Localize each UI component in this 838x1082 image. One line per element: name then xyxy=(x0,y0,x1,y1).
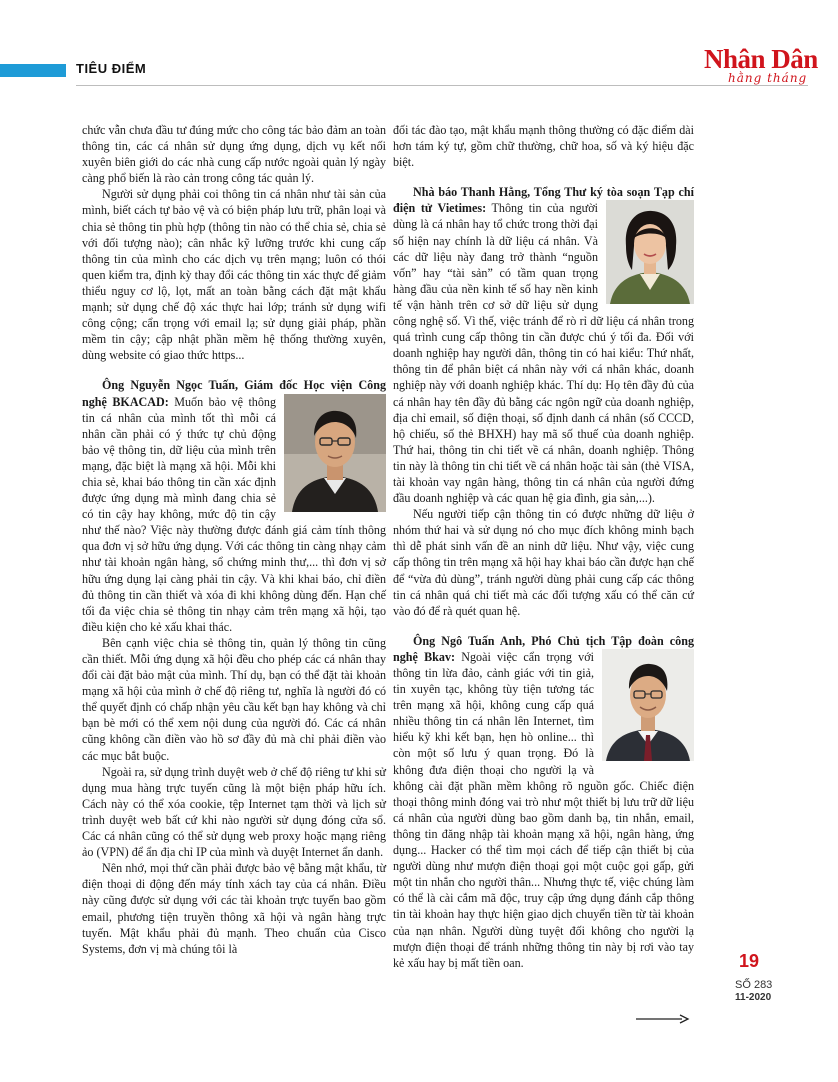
article-column-right xyxy=(393,122,694,971)
paragraph-interview xyxy=(393,184,694,506)
speaker-name: Ông Ngô Tuấn Anh, Phó Chủ tịch Tập đoàn công nghệ Bkav: xyxy=(393,633,694,664)
paragraph: Bên cạnh việc chia sẻ thông tin, quản lý thông tin cũng cần thiết. Mỗi ứng dụng xã hội đều cho phép các cá nhân thay đổi cài đặt bảo mật của mình. Thí dụ, bạn có thể đặt tài khoản mạng xã hội của mình ở chế độ riêng tư, nghĩa là người đó có thể quyết định có chấp nhận yêu cầu kết bạn hay không và chỉ bạn bè mới có thể xem nội dung của người đó. Các cá nhân cũng không cần điền vào hồ sơ đầy đủ mà chỉ phải điền vào các mục bắt buộc. xyxy=(82,635,386,763)
paragraph: Ngoài ra, sử dụng trình duyệt web ở chế độ riêng tư khi sử dụng mua hàng trực tuyến cũng là một biện pháp hữu ích. Cách này có thể xóa cookie, tệp Internet tạm thời và lịch sử trình duyệt web bất cứ khi nào người sử dụng đóng cửa sổ. Các cá nhân cũng có thể sử dụng web proxy hoặc mạng riêng ảo (VPN) để ẩn địa chỉ IP của mình và duyệt Internet ẩn danh. xyxy=(82,764,386,860)
portrait-photo-thanh-hang xyxy=(606,200,694,304)
portrait-photo-ngo-tuan-anh xyxy=(602,649,694,761)
speaker-name: Ông Nguyễn Ngọc Tuấn, Giám đốc Học viện Công nghệ BKACAD: xyxy=(82,378,386,409)
interview-text: Ngoài việc cẩn trọng với thông tin lừa đảo, cảnh giác với tin giả, tin xuyên tạc, không tùy tiện tương tác trên mạng xã hội, không cung cấp quá nhiều thông tin cá nhân lên Internet, tìm hiểu kỹ khi kết bạn, hẹn hò online... thì còn một số lưu ý quan trọng. Đó là không đưa điện thoại cho người lạ và không cài đặt phần mềm không rõ nguồn gốc. Chiếc điện thoại thông minh đóng vai trò như một thiết bị lưu trữ dữ liệu cá nhân của người dùng bao gồm danh bạ, tin nhắn, email, thông tin đăng nhập tài khoản mạng xã hội, ngân hàng, ứng dụng... Hacker có thể tìm mọi cách để tiếp cận thiết bị của người dùng như mượn điện thoại gọi một cuộc gọi gấp, gửi một tin nhắn cho người thân... Nhưng thực tế, việc chúng làm có thể là cài cắm mã độc, truy cập ứng dụng đánh cắp thông tin tài khoản hay thực hiện giao dịch chuyển tiền từ tài khoản của nạn nhân. Người dùng tuyệt đối không cho người lạ mượn điện thoại để tránh những thông tin này bị rơi vào tay kẻ xấu hay bị mất tiền oan. xyxy=(393,649,694,970)
interview-text: Muốn bảo vệ thông tin cá nhân của mình tốt thì mỗi cá nhân cần phải có ý thức tự chủ động bảo vệ thông tin, dữ liệu của mình trên mạng, đặc biệt là mạng xã hội. Mỗi khi chia sẻ, khai báo thông tin cần xác định được ứng dụng mà mình đang chia sẻ có tin cậy hay không, mức độ tin cậy như thế nào? Việc này thường được đánh giá cảm tính thông qua đơn vị sở hữu ứng dụng. Với các thông tin càng nhạy cảm như tài khoản ngân hàng, sổ chứng minh thư,... thì đơn vị sở hữu ứng dụng lại càng phải tin cậy. Và khi khai báo, chỉ điền đủ thông tin cần thiết và xóa đi khi không dùng đến. Hạn chế tối đa việc chia sẻ thông tin nhạy cảm trên mạng xã hội, tạo điều kiện cho kẻ xấu khai thác. xyxy=(82,394,386,634)
continue-arrow-icon xyxy=(636,1014,690,1024)
header-divider xyxy=(76,85,808,86)
portrait-photo-nguyen-ngoc-tuan xyxy=(284,394,386,512)
interview-text: Thông tin của người dùng là cá nhân hay tổ chức trong thời đại số hiện nay chính là dữ liệu cá nhân. Và các dữ liệu này đang trở thành “nguồn vốn” hay “tài sản” có tầm quan trọng hàng đầu của nền kinh tế số hay nền kinh tế vận hành trên cơ sở dữ liệu sử dụng công nghệ số. Vì thế, việc tránh để rò rỉ dữ liệu cá nhân trong quá trình cung cấp thông tin cần được chú ý tối đa. Đối với doanh nghiệp hay người dân, thông tin có hai kiểu: Thứ nhất, thông tin để phân biệt cá nhân này với cá nhân khác, doanh nghiệp này với doanh nghiệp khác. Thí dụ: Họ tên đầy đủ của cá nhân hay tên đầy đủ bằng các ngôn ngữ của doanh nghiệp, địa chỉ email, số điện thoại, số định danh cá nhân (số CCCD, hộ chiếu, số thẻ BHXH) hay mã số thuế của doanh nghiệp. Thứ hai, thông tin chi tiết về cá nhân, doanh nghiệp. Thông tin này là thông tin chi tiết về cá nhân hoặc tài sản (thẻ VISA, tài khoản vay ngân hàng, thông tin cá nhân của người đứng đầu doanh nghiệp và các quan hệ gia đình, gia sản,...). xyxy=(393,201,694,506)
logo-main-text: Nhân Dân xyxy=(704,44,818,74)
paragraph: Người sử dụng phải coi thông tin cá nhân như tài sản của mình, biết cách tự bảo vệ và có biện pháp lưu trữ, phân loại và chia sẻ thông tin phù hợp (thông tin nào có thể chia sẻ, chia sẻ với đối tượng nào); cân nhắc kỹ lưỡng trước khi cung cấp thông tin của mình cho các dịch vụ trên mạng; luôn có thói quen kiểm tra, định kỳ thay đổi các thông tin xác thực để giảm thiểu nguy cơ lộ, lọt, mất an toàn bằng cách đặt mật khẩu mạnh; sử dụng chế độ xác thực hai lớp; tránh sử dụng wifi công cộng; cẩn trọng với email lạ; sử dụng giải pháp, phần mềm tin cậy; cập nhật phần mềm hệ thống thường xuyên, dùng website có giao thức https... xyxy=(82,187,386,363)
speaker-name: Nhà báo Thanh Hằng, Tổng Thư ký tòa soạn Tạp chí điện tử Vietimes: xyxy=(393,185,694,216)
page-number: 19 xyxy=(739,951,760,971)
issue-number: SỐ 283 xyxy=(735,979,773,991)
logo-sub-text: hằng tháng xyxy=(728,71,808,85)
paragraph: đối tác đào tạo, mật khẩu mạnh thông thường có đặc điểm dài hơn tám ký tự, gồm chữ thường, chữ hoa, số và ký hiệu đặc biệt. xyxy=(393,123,694,170)
paragraph: chức vẫn chưa đầu tư đúng mức cho công tác bảo đảm an toàn thông tin, các cá nhân sử dụng ứng dụng, dịch vụ kết nối xuyên biên giới do các nhà cung cấp nước ngoài quản lý ngày càng phổ biến là rào cản trong công tác quản lý. xyxy=(82,123,386,186)
paragraph-interview xyxy=(82,377,386,635)
section-label: TIÊU ĐIỂM xyxy=(76,61,147,76)
paragraph-interview xyxy=(393,633,694,971)
issue-date: 11-2020 xyxy=(735,992,772,1003)
section-color-bar xyxy=(0,64,66,77)
paragraph: Nếu người tiếp cận thông tin có được những dữ liệu ở nhóm thứ hai và sử dụng nó cho mục đích không minh bạch thì dễ phát sinh vấn đề an ninh dữ liệu. Như vậy, việc cung cấp thông tin trên mạng xã hội hay khai báo cần được hạn chế để “vừa đủ dùng”, tránh người dùng phải cung cấp các thông tin cá nhân quá chi tiết mà các đối tượng xấu có thể căn cứ vào đó để rà quét quan hệ. xyxy=(393,507,694,618)
publication-logo xyxy=(704,44,818,98)
article-column-left xyxy=(82,122,386,957)
paragraph: Nên nhớ, mọi thứ cần phải được bảo vệ bằng mật khẩu, từ điện thoại di động đến máy tính xách tay của cá nhân. Điều này cũng được sử dụng với các tài khoản trực tuyến bao gồm email, phương tiện truyền thông xã hội và ngân hàng trực tuyến. Mật khẩu phải đủ mạnh. Theo chuẩn của Cisco Systems, đơn vị mà chúng tôi là xyxy=(82,861,386,956)
